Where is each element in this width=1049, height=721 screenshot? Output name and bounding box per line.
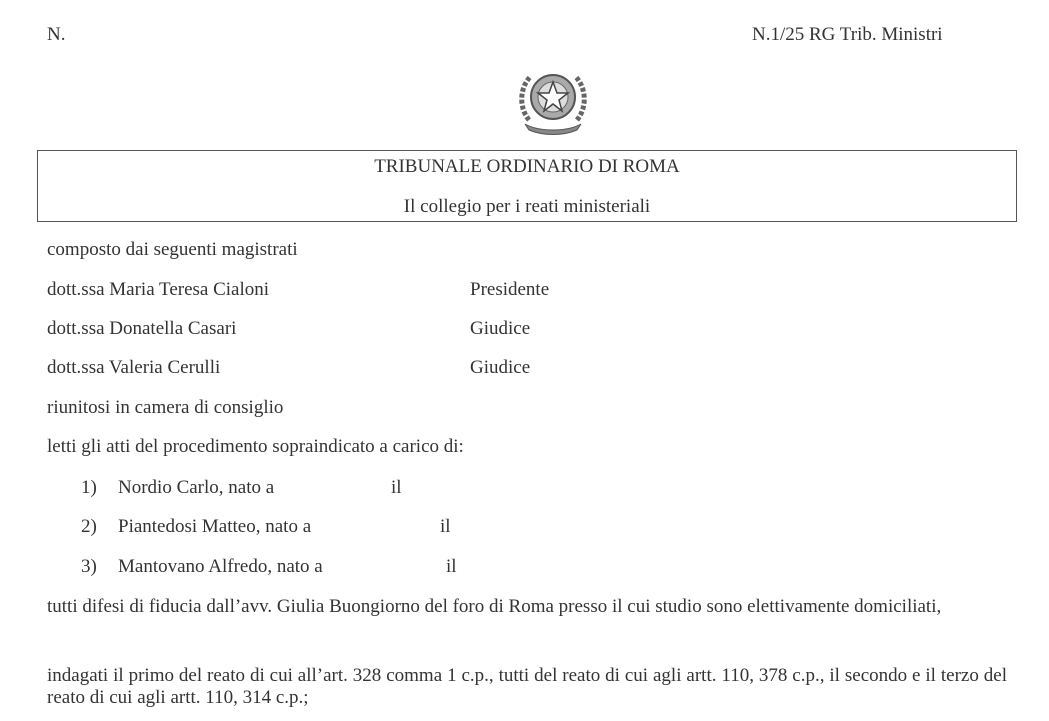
accused-il: il <box>446 556 457 577</box>
accused-il: il <box>391 477 402 498</box>
charges-paragraph: indagati il primo del reato di cui all’art. 328 comma 1 c.p., tutti del reato di cui agli artt. 110, 378 c.p., il secondo e il terzo del reato di cui agli artt. 110, 314 c.p.; <box>47 665 1007 708</box>
document-number-label: N. <box>47 24 66 45</box>
acts-statement: letti gli atti del procedimento sopraindicato a carico di: <box>47 436 464 457</box>
court-title: TRIBUNALE ORDINARIO DI ROMA <box>374 156 680 177</box>
magistrate-name: dott.ssa Donatella Casari <box>47 318 237 339</box>
meeting-statement: riunitosi in camera di consiglio <box>47 397 284 418</box>
accused-number: 2) <box>81 516 97 537</box>
magistrate-role: Giudice <box>470 357 531 378</box>
magistrate-name: dott.ssa Maria Teresa Cialoni <box>47 279 270 300</box>
court-header-box <box>37 150 1017 222</box>
accused-number: 1) <box>81 477 97 498</box>
magistrate-role: Presidente <box>470 279 550 300</box>
accused-number: 3) <box>81 556 97 577</box>
accused-il: il <box>440 516 451 537</box>
magistrate-name: dott.ssa Valeria Cerulli <box>47 357 221 378</box>
case-number: N.1/25 RG Trib. Ministri <box>752 24 943 45</box>
accused-name: Piantedosi Matteo, nato a <box>118 516 312 537</box>
accused-name: Nordio Carlo, nato a <box>118 477 275 498</box>
magistrates-intro: composto dai seguenti magistrati <box>47 239 298 260</box>
italian-republic-emblem-icon <box>515 64 591 136</box>
defense-paragraph: tutti difesi di fiducia dall’avv. Giulia Buongiorno del foro di Roma presso il cui studio sono elettivamente domiciliati, <box>47 596 942 617</box>
magistrate-role: Giudice <box>470 318 531 339</box>
accused-name: Mantovano Alfredo, nato a <box>118 556 323 577</box>
court-subtitle: Il collegio per i reati ministeriali <box>403 196 651 217</box>
